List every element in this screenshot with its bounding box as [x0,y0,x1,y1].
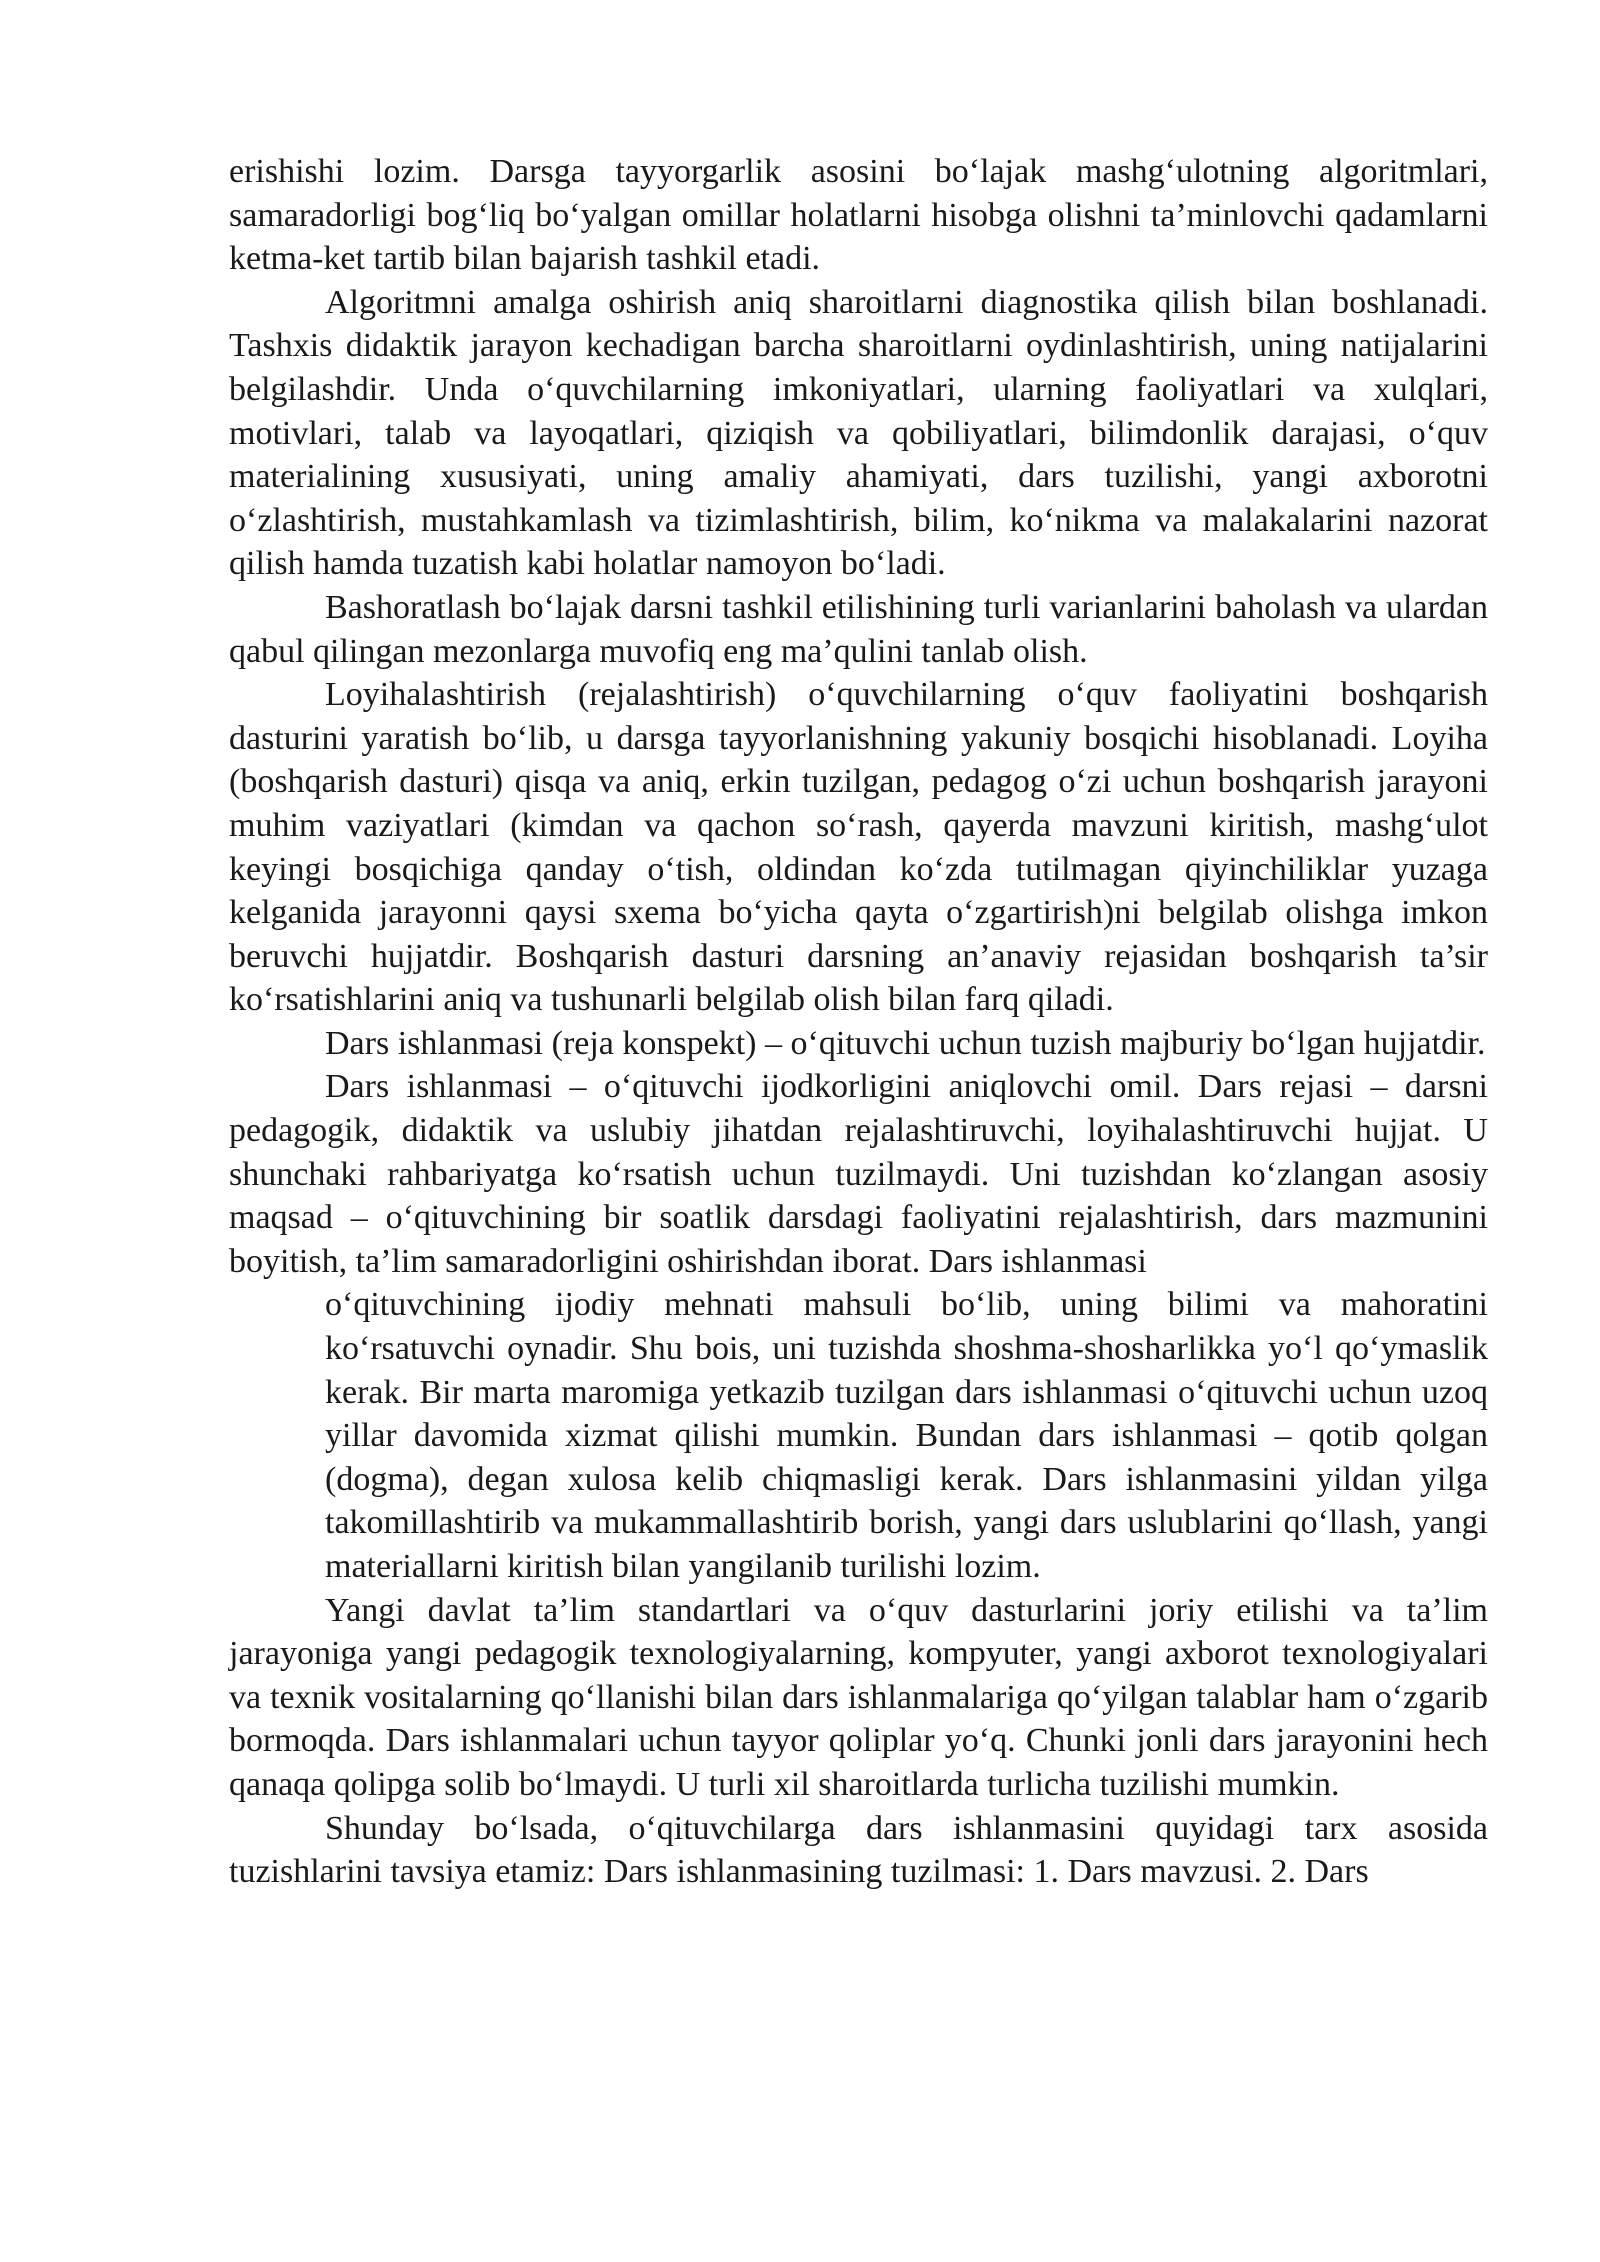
paragraph-1: erishishi lozim. Darsga tayyorgarlik asosini bo‘lajak mashg‘ulotning algoritmlari, samaradorligi bog‘liq bo‘yalgan omillar holatlarni hisobga olishni ta’minlovchi qadamlarni ketma-ket tartib bilan bajarish tashkil etadi. [229,153,1488,278]
paragraph-6: Dars ishlanmasi – o‘qituvchi ijodkorligini aniqlovchi omil. Dars rejasi – darsni pedagogik, didaktik va uslubiy jihatdan rejalashtiruvchi, loyihalashtiruvchi hujjat. U shunchaki rahbariyatga ko‘rsatish uchun tuzilmaydi. Uni tuzishdan ko‘zlangan asosiy maqsad – o‘qituvchining bir soatlik darsdagi faoliyatini rejalashtirish, dars mazmunini boyitish, ta’lim samaradorligini oshirishdan iborat. Dars ishlanmasi [229,1068,1488,1280]
paragraph-4: Loyihalashtirish (rejalashtirish) o‘quvchilarning o‘quv faoliyatini boshqarish dasturini yaratish bo‘lib, u darsga tayyorlanishning yakuniy bosqichi hisoblanadi. Loyiha (boshqarish dasturi) qisqa va aniq, erkin tuzilgan, pedagog o‘zi uchun boshqarish jarayoni muhim vaziyatlari (kimdan va qachon so‘rash, qayerda mavzuni kiritish, mashg‘ulot keyingi bosqichiga qanday o‘tish, oldindan ko‘zda tutilmagan qiyinchiliklar yuzaga kelganida jarayonni qaysi sxema bo‘yicha qayta o‘zgartirish)ni belgilab olishga imkon beruvchi hujjatdir. Boshqarish dasturi darsning an’anaviy rejasidan boshqarish ta’sir ko‘rsatishlarini aniq va tushunarli belgilab olish bilan farq qiladi. [229,676,1488,1019]
paragraph-5: Dars ishlanmasi (reja konspekt) – o‘qituvchi uchun tuzish majburiy bo‘lgan hujjatdir. [325,1024,1486,1062]
paragraph-9: Shunday bo‘lsada, o‘qituvchilarga dars ishlanmasini quyidagi tarx asosida tuzishlarini tavsiya etamiz: Dars ishlanmasining tuzilmasi: 1. Dars mavzusi. 2. Dars [229,1809,1488,1891]
paragraph-3: Bashoratlash bo‘lajak darsni tashkil etilishining turli varianlarini baholash va ulardan qabul qilingan mezonlarga muvofiq eng ma’qulini tanlab olish. [229,588,1488,670]
paragraph-7: o‘qituvchining ijodiy mehnati mahsuli bo‘lib, uning bilimi va mahoratini ko‘rsatuvchi oynadir. Shu bois, uni tuzishda shoshma-shosharlikka yo‘l qo‘ymaslik kerak. Bir marta maromiga yetkazib tuzilgan dars ishlanmasi o‘qituvchi uchun uzoq yillar davomida xizmat qilishi mumkin. Bundan dars ishlanmasi – qotib qolgan (dogma), degan xulosa kelib chiqmasligi kerak. Dars ishlanmasini yildan yilga takomillashtirib va mukammallashtirib borish, yangi dars uslublarini qo‘llash, yangi materiallarni kiritish bilan yangilanib turilishi lozim. [325,1286,1488,1585]
paragraph-8: Yangi davlat ta’lim standartlari va o‘quv dasturlarini joriy etilishi va ta’lim jarayoniga yangi pedagogik texnologiyalarning, kompyuter, yangi axborot texnologiyalari va texnik vositalarning qo‘llanishi bilan dars ishlanmalariga qo‘yilgan talablar ham o‘zgarib bormoqda. Dars ishlanmalari uchun tayyor qoliplar yo‘q. Chunki jonli dars jarayonini hech qanaqa qolipga solib bo‘lmaydi. U turli xil sharoitlarda turlicha tuzilishi mumkin. [229,1591,1488,1803]
body-text [229,150,1488,1894]
paragraph-2: Algoritmni amalga oshirish aniq sharoitlarni diagnostika qilish bilan boshlanadi. Tashxis didaktik jarayon kechadigan barcha sharoitlarni oydinlashtirish, uning natijalarini belgilashdir. Unda o‘quvchilarning imkoniyatlari, ularning faoliyatlari va xulqlari, motivlari, talab va layoqatlari, qiziqish va qobiliyatlari, bilimdonlik darajasi, o‘quv materialining xususiyati, uning amaliy ahamiyati, dars tuzilishi, yangi axborotni o‘zlashtirish, mustahkamlash va tizimlashtirish, bilim, ko‘nikma va malakalarini nazorat qilish hamda tuzatish kabi holatlar namoyon bo‘ladi. [229,283,1488,583]
